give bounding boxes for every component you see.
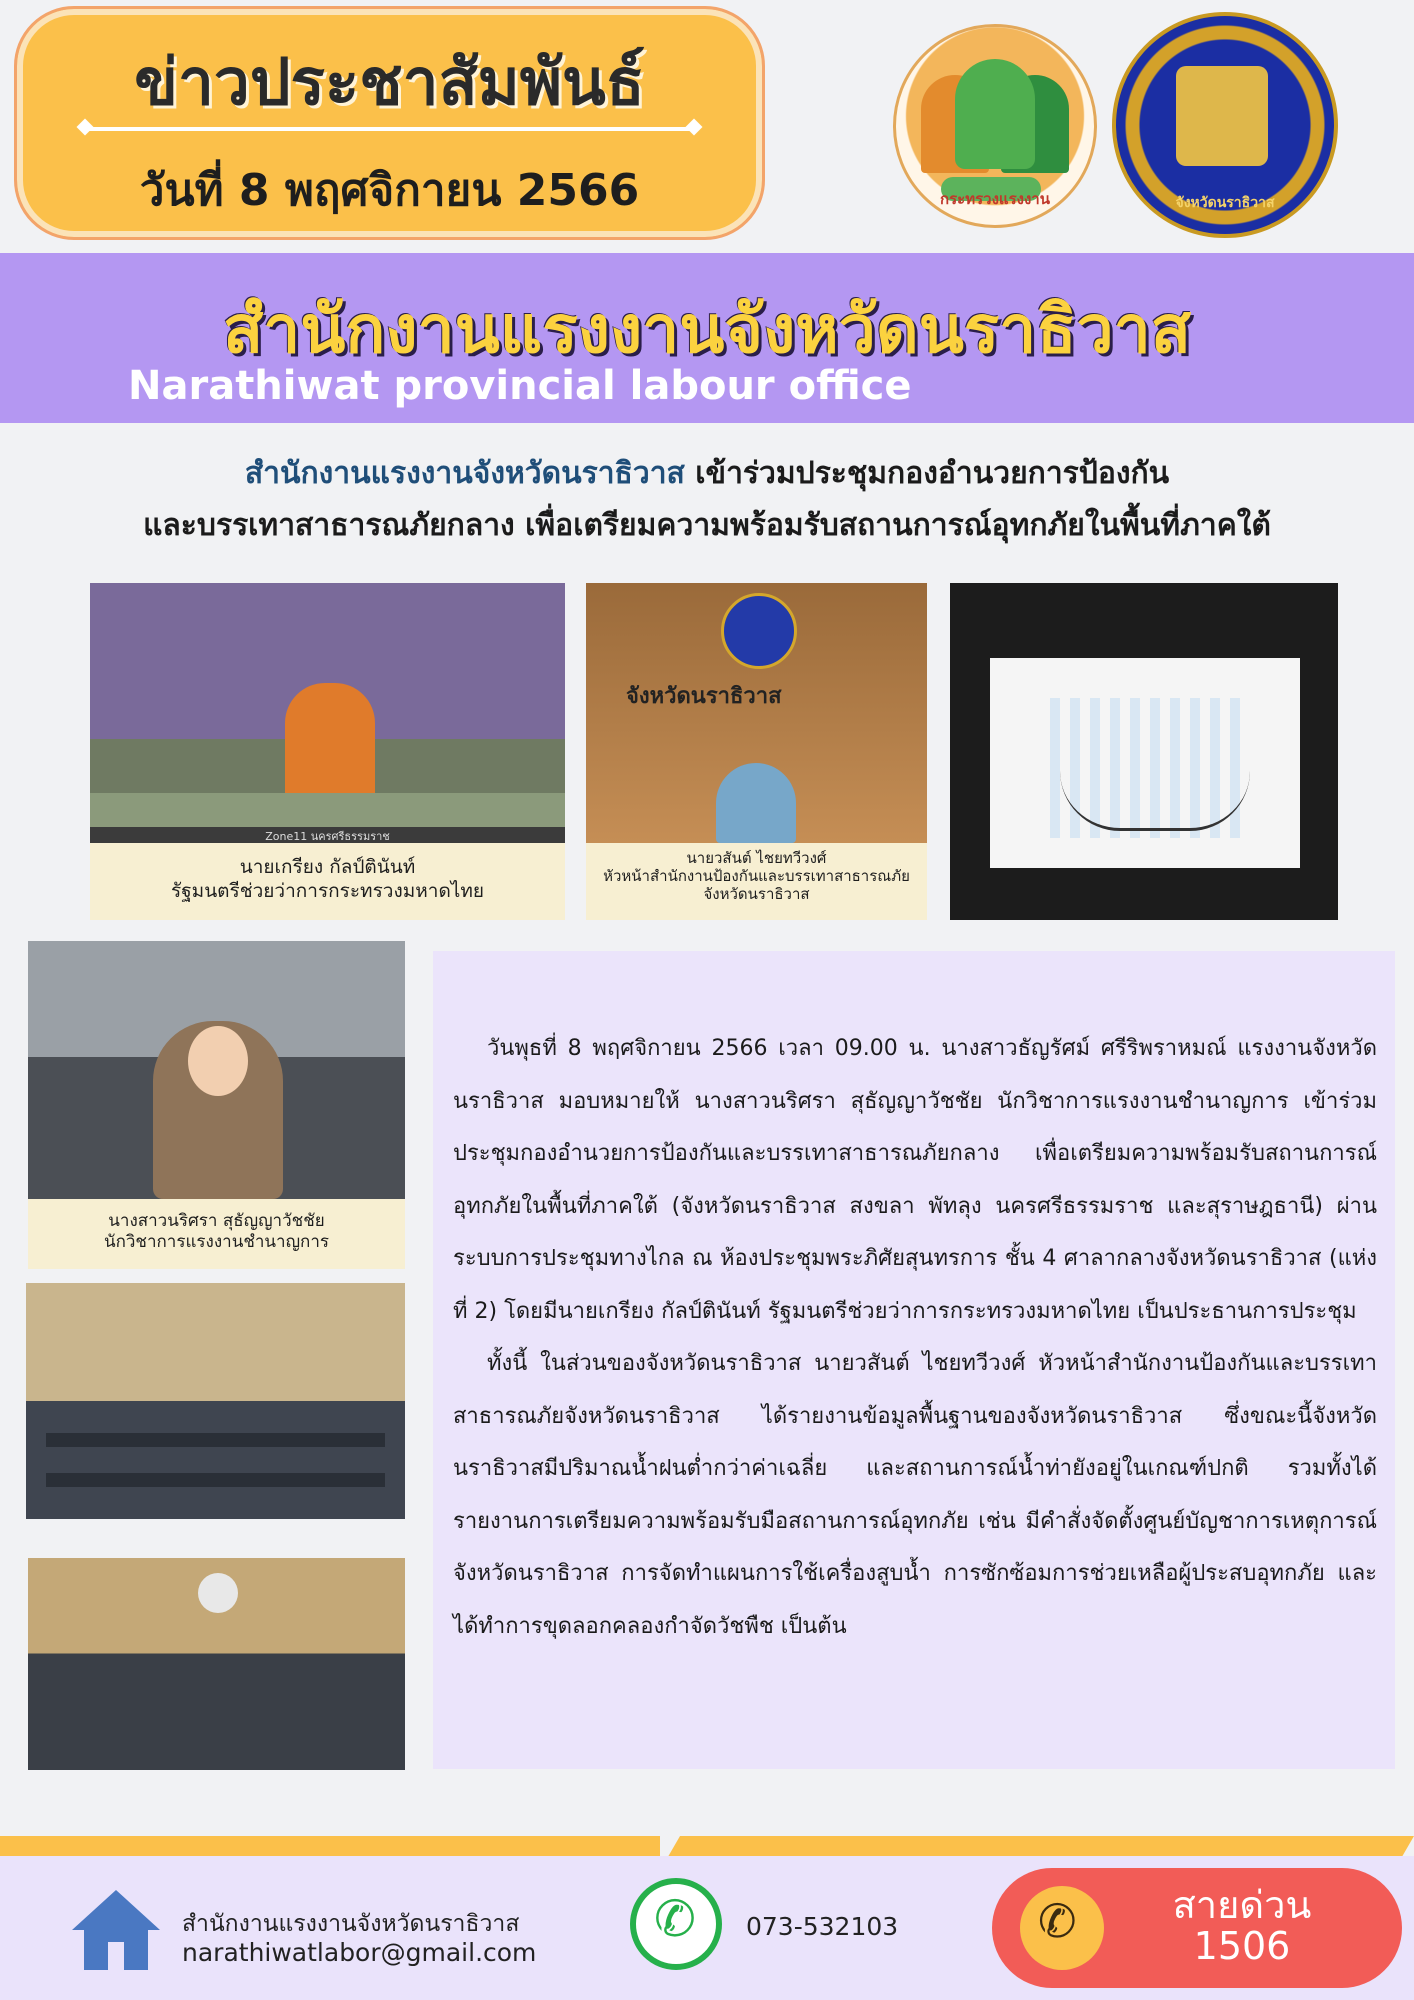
caption-1-title: รัฐมนตรีช่วยว่าการกระทรวงมหาดไทย [170, 880, 485, 902]
footer-stripe [0, 1836, 660, 1856]
province-seal-text: จังหวัดนราธิวาส [1175, 195, 1275, 211]
footer [0, 1856, 1414, 2000]
headline-line-2: และบรรเทาสาธารณภัยกลาง เพื่อเตรียมความพร้อมรับสถานการณ์อุทกภัยในพื้นที่ภาคใต้ [143, 508, 1271, 543]
caption-4-name: นางสาวนริศรา สุธัญญาวัชชัย [108, 1211, 325, 1231]
hotline-label: สายด่วน [1172, 1883, 1312, 1927]
office-name-thai: สำนักงานแรงงานจังหวัดนราธิวาส [222, 291, 1192, 368]
footer-phone[interactable]: 073-532103 [746, 1912, 899, 1941]
header-badge [14, 6, 765, 240]
ship-emblem [1176, 66, 1268, 166]
projected-chart [990, 658, 1300, 868]
photo-caption-4 [28, 1199, 405, 1269]
headline-accent: สำนักงานแรงงานจังหวัดนราธิวาส [244, 456, 685, 491]
deity-figure [955, 59, 1035, 169]
photo-video-conference [90, 583, 565, 843]
article-body [433, 951, 1395, 1769]
photo-meeting-room-1 [26, 1283, 405, 1519]
caption-2-title: หัวหน้าสำนักงานป้องกันและบรรเทาสาธารณภัย [603, 867, 910, 885]
article-paragraph-2: ทั้งนี้ ในส่วนของจังหวัดนราธิวาส นายวสันต์ ไชยทวีวงศ์ หัวหน้าสำนักงานป้องกันและบรรเทาสาธารณภัยจังหวัดนราธิวาส ได้รายงานข้อมูลพื้นฐานของจังหวัดนราธิวาส ซึ่งขณะนี้จังหวัดนราธิวาสมีปริมาณน้ำฝนต่ำกว่าค่าเฉลี่ย และสถานการณ์น้ำท่ายังอยู่ในเกณฑ์ปกติ รวมทั้งได้รายงานการเตรียมความพร้อมรับมือสถานการณ์อุทกภัย เช่น มีคำสั่งจัดตั้งศูนย์บัญชาการเหตุการณ์จังหวัดนราธิวาส การจัดทำแผนการใช้เครื่องสูบน้ำ การซักซ้อมการช่วยเหลือผู้ประสบอุทกภัย และได้ทำการขุดลอกคลองกำจัดวัชพืช เป็นต้น [453, 1351, 1377, 1639]
news-headline [0, 448, 1414, 552]
province-seal-icon [1112, 12, 1338, 238]
hotline-badge[interactable] [992, 1868, 1402, 1988]
hotline-number: 1506 [1193, 1924, 1291, 1968]
phone-icon [1020, 1886, 1104, 1970]
headline-line-1-rest: เข้าร่วมประชุมกองอำนวยการป้องกัน [684, 456, 1170, 491]
footer-stripe [668, 1836, 1414, 1856]
article-paragraph-1: วันพุธที่ 8 พฤศจิกายน 2566 เวลา 09.00 น. นางสาวธัญรัศม์ ศรีริพราหมณ์ แรงงานจังหวัดนราธิวาส มอบหมายให้ นางสาวนริศรา สุธัญญาวัชชัย นักวิชาการแรงงานชำนาญการ เข้าร่วมประชุมกองอำนวยการป้องกันและบรรเทาสาธารณภัยกลาง เพื่อเตรียมความพร้อมรับสถานการณ์อุทกภัยในพื้นที่ภาคใต้ (จังหวัดนราธิวาส สงขลา พัทลุง นครศรีธรรมราช และสุราษฎธานี) ผ่านระบบการประชุมทางไกล ณ ห้องประชุมพระภิศัยสุนทรการ ชั้น 4 ศาลากลางจังหวัดนราธิวาส (แห่งที่ 2) โดยมีนายเกรียง กัลป์ตินันท์ รัฐมนตรีช่วยว่าการกระทรวงมหาดไทย เป็นประธานการประชุม [453, 1036, 1377, 1324]
footer-email[interactable]: narathiwatlabor@gmail.com [182, 1938, 537, 1967]
chart-curve [1060, 768, 1250, 831]
caption-4-title: นักวิชาการแรงงานชำนาญการ [103, 1232, 330, 1252]
caption-2-province: จังหวัดนราธิวาส [703, 885, 810, 903]
page-title: ข่าวประชาสัมพันธ์ [134, 46, 645, 120]
person-figure [285, 683, 375, 803]
footer-office-name: สำนักงานแรงงานจังหวัดนราธิวาส [182, 1911, 520, 1937]
province-seal-icon [721, 593, 797, 669]
attendee-row [46, 1473, 385, 1487]
photo-officer [28, 941, 405, 1199]
person-face [188, 1026, 248, 1096]
video-zone-label: Zone11 นครศรีธรรมราช [90, 827, 565, 843]
divider [87, 127, 692, 131]
wall-sign: จังหวัดนราธิวาส [626, 684, 782, 709]
photo-provincial-room [586, 583, 927, 843]
photo-caption-1 [90, 843, 565, 920]
photo-presentation-screen [950, 583, 1338, 920]
headline-line-1 [0, 448, 1414, 500]
attendee-row [46, 1433, 385, 1447]
caption-1-name: นายเกรียง กัลป์ตินันท์ [239, 856, 416, 878]
house-icon [68, 1886, 164, 1972]
office-name-english: Narathiwat provincial labour office [128, 363, 912, 409]
office-banner [0, 253, 1414, 423]
publish-date: วันที่ 8 พฤศจิกายน 2566 [139, 165, 640, 216]
ministry-seal-icon [893, 24, 1097, 228]
ministry-seal-text: กระทรวงแรงงาน [940, 190, 1050, 208]
phone-icon [630, 1878, 722, 1970]
person-figure [716, 763, 796, 843]
photo-caption-2 [586, 843, 927, 920]
wall-emblem-icon [198, 1573, 238, 1613]
caption-2-name: นายวสันต์ ไชยทวีวงศ์ [686, 849, 827, 867]
photo-meeting-room-2 [28, 1558, 405, 1770]
